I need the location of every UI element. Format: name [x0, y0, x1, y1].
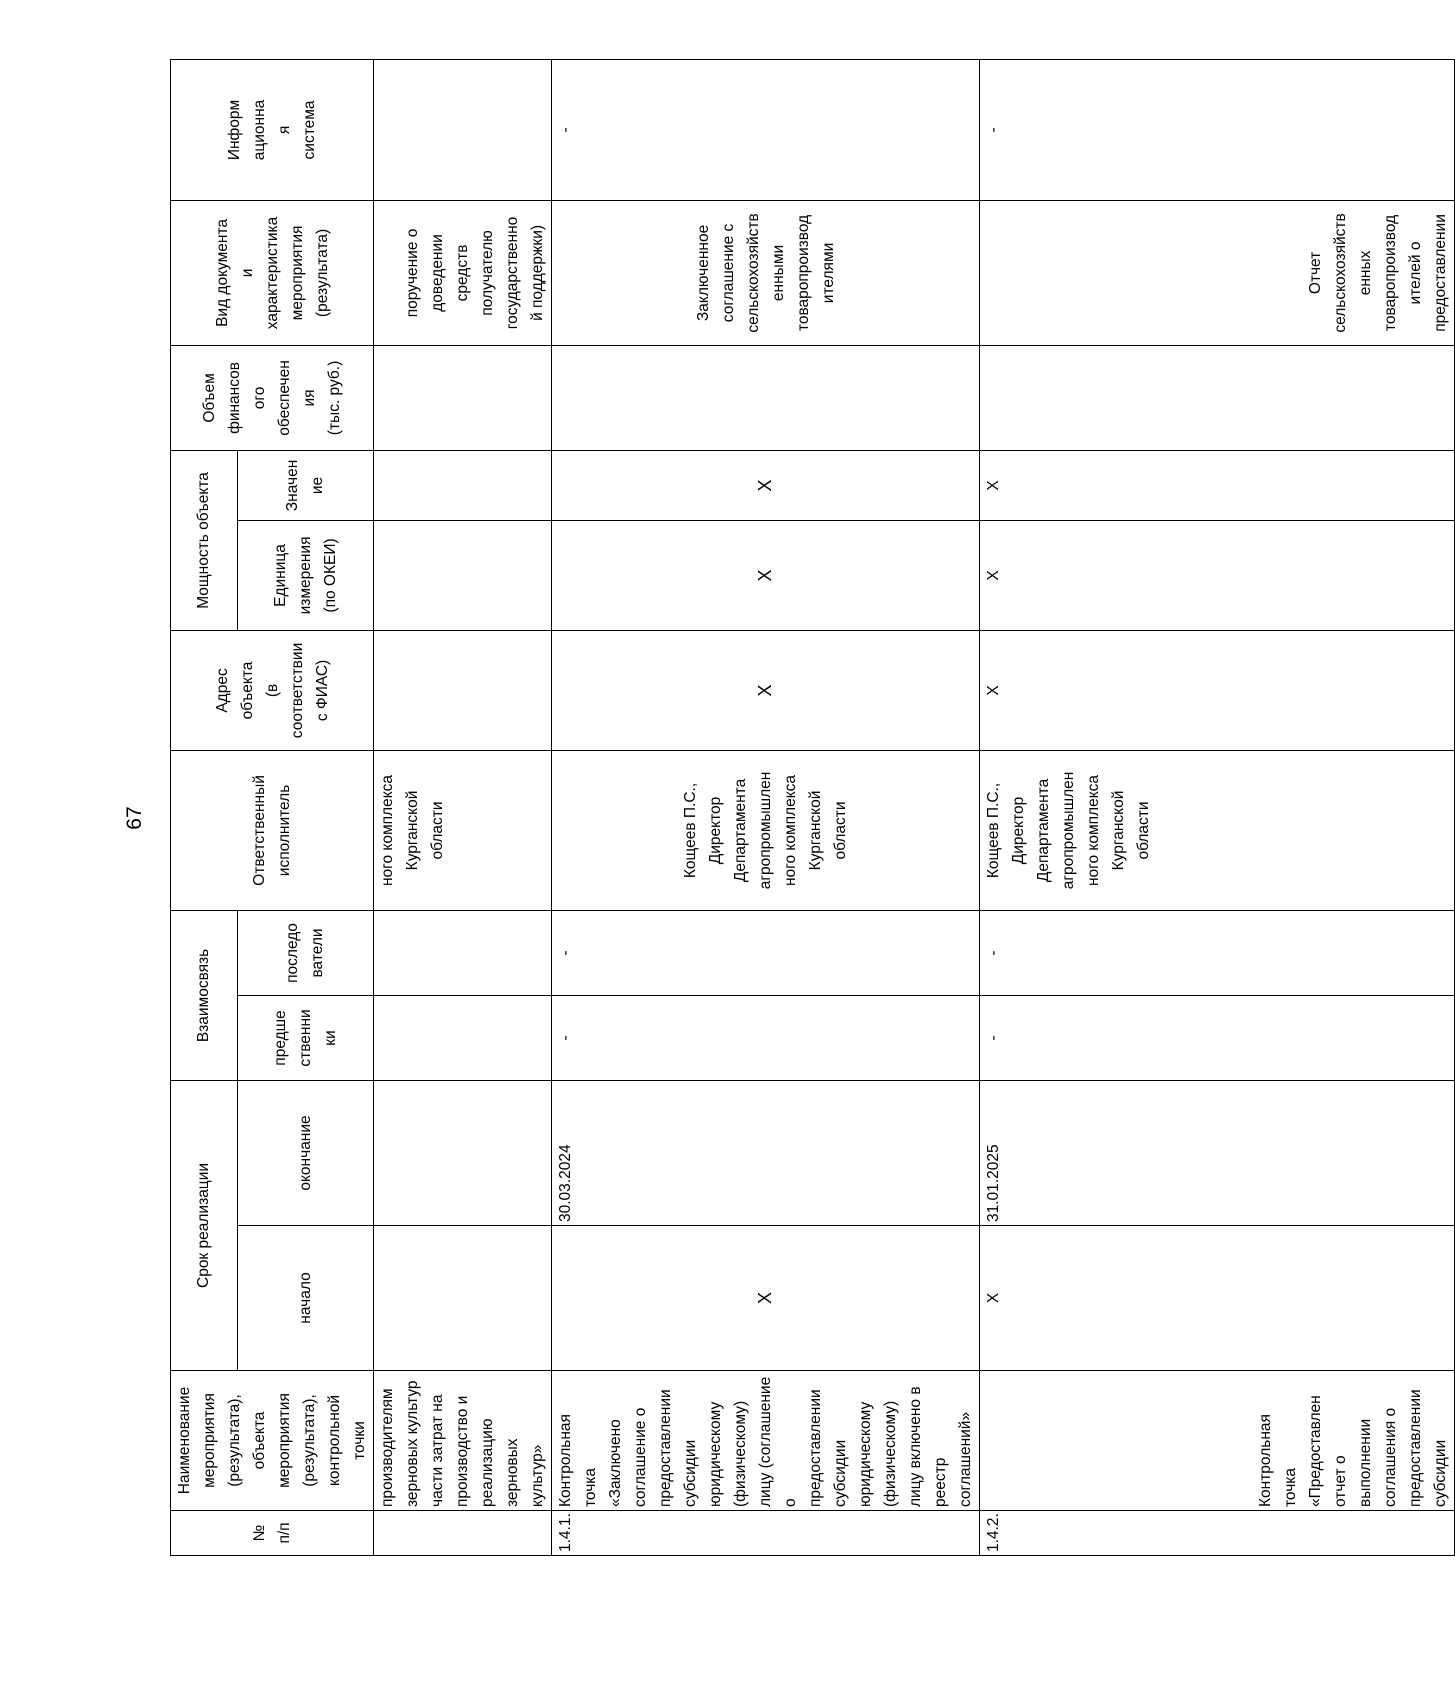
header-successors: последо ватели — [237, 910, 373, 995]
cell-start: X — [980, 1226, 1455, 1371]
cell-finance — [980, 345, 1455, 450]
table-row — [552, 59, 980, 1555]
cell-unit — [374, 520, 552, 630]
cell-document: Заключенное соглашение с сельскохозяйств енными товаропроизвод ителями — [552, 200, 980, 345]
cell-end — [374, 1080, 552, 1225]
activities-table — [170, 59, 1455, 1556]
cell-info-system: - — [980, 59, 1455, 200]
cell-number: 1.4.1. — [552, 1511, 980, 1556]
cell-predecessors — [374, 995, 552, 1080]
table-row — [980, 59, 1455, 1555]
cell-name: производителям зерновых культур части затрат на производство и реализацию зерновых культур» — [374, 1371, 552, 1511]
cell-value: X — [980, 450, 1455, 520]
cell-number — [374, 1511, 552, 1556]
cell-responsible: ного комплекса Курганской области — [374, 750, 552, 910]
cell-document: Отчет сельскохозяйств енных товаропроизвод ителей о предоставлении — [980, 200, 1455, 345]
cell-start: X — [552, 1226, 980, 1371]
cell-unit: X — [552, 520, 980, 630]
cell-predecessors: - — [980, 995, 1455, 1080]
cell-unit: X — [980, 520, 1455, 630]
header-number: № п/п — [171, 1511, 374, 1556]
header-unit: Единица измерения (по ОКЕИ) — [237, 520, 373, 630]
cell-value: X — [552, 450, 980, 520]
cell-predecessors: - — [552, 995, 980, 1080]
cell-value — [374, 450, 552, 520]
cell-address — [374, 630, 552, 750]
cell-end: 30.03.2024 — [552, 1080, 980, 1225]
header-responsible: Ответственный исполнитель — [171, 750, 374, 910]
header-address: Адрес объекта (в соответствии с ФИАС) — [171, 630, 374, 750]
cell-number: 1.4.2. — [980, 1511, 1455, 1556]
header-name: Наименование мероприятия (результата), объекта мероприятия (результата), контрольной точки — [171, 1371, 374, 1511]
header-period: Срок реализации — [171, 1080, 238, 1370]
cell-address: X — [552, 630, 980, 750]
cell-address: X — [980, 630, 1455, 750]
page-number: 67 — [123, 806, 146, 830]
header-value: Значен ие — [237, 450, 373, 520]
cell-finance — [374, 345, 552, 450]
cell-start — [374, 1226, 552, 1371]
cell-successors: - — [552, 910, 980, 995]
cell-name: Контрольная точка «Заключено соглашение о предоставлении субсидии юридическому (физическому) лицу (соглашение о предоставлении субсидии юридическому (физическому) лицу включено в реестр соглашений» — [552, 1371, 980, 1511]
table-row — [374, 59, 552, 1555]
header-finance: Объем финансов ого обеспечен ия (тыс. руб.) — [171, 345, 374, 450]
cell-name: Контрольная точка «Предоставлен отчет о выполнении соглашения о предоставлении субсидии — [980, 1371, 1455, 1511]
cell-successors — [374, 910, 552, 995]
header-capacity: Мощность объекта — [171, 450, 238, 630]
cell-successors: - — [980, 910, 1455, 995]
cell-info-system: - — [552, 59, 980, 200]
header-end: окончание — [237, 1080, 373, 1225]
cell-responsible: Кощеев П.С., Директор Департамента агропромышлен ного комплекса Курганской области — [980, 750, 1455, 910]
header-link: Взаимосвязь — [171, 910, 238, 1080]
header-predecessors: предше ственни ки — [237, 995, 373, 1080]
header-info-system: Информ ационна я система — [171, 59, 374, 200]
cell-info-system — [374, 59, 552, 200]
cell-end: 31.01.2025 — [980, 1080, 1455, 1225]
cell-finance — [552, 345, 980, 450]
header-start: начало — [237, 1226, 373, 1371]
rotated-page — [170, 60, 1449, 1556]
header-document: Вид документа и характеристика мероприятия (результата) — [171, 200, 374, 345]
cell-responsible: Кощеев П.С., Директор Департамента агропромышлен ного комплекса Курганской области — [552, 750, 980, 910]
cell-document: поручение о доведении средств получателю государственно й поддержки) — [374, 200, 552, 345]
